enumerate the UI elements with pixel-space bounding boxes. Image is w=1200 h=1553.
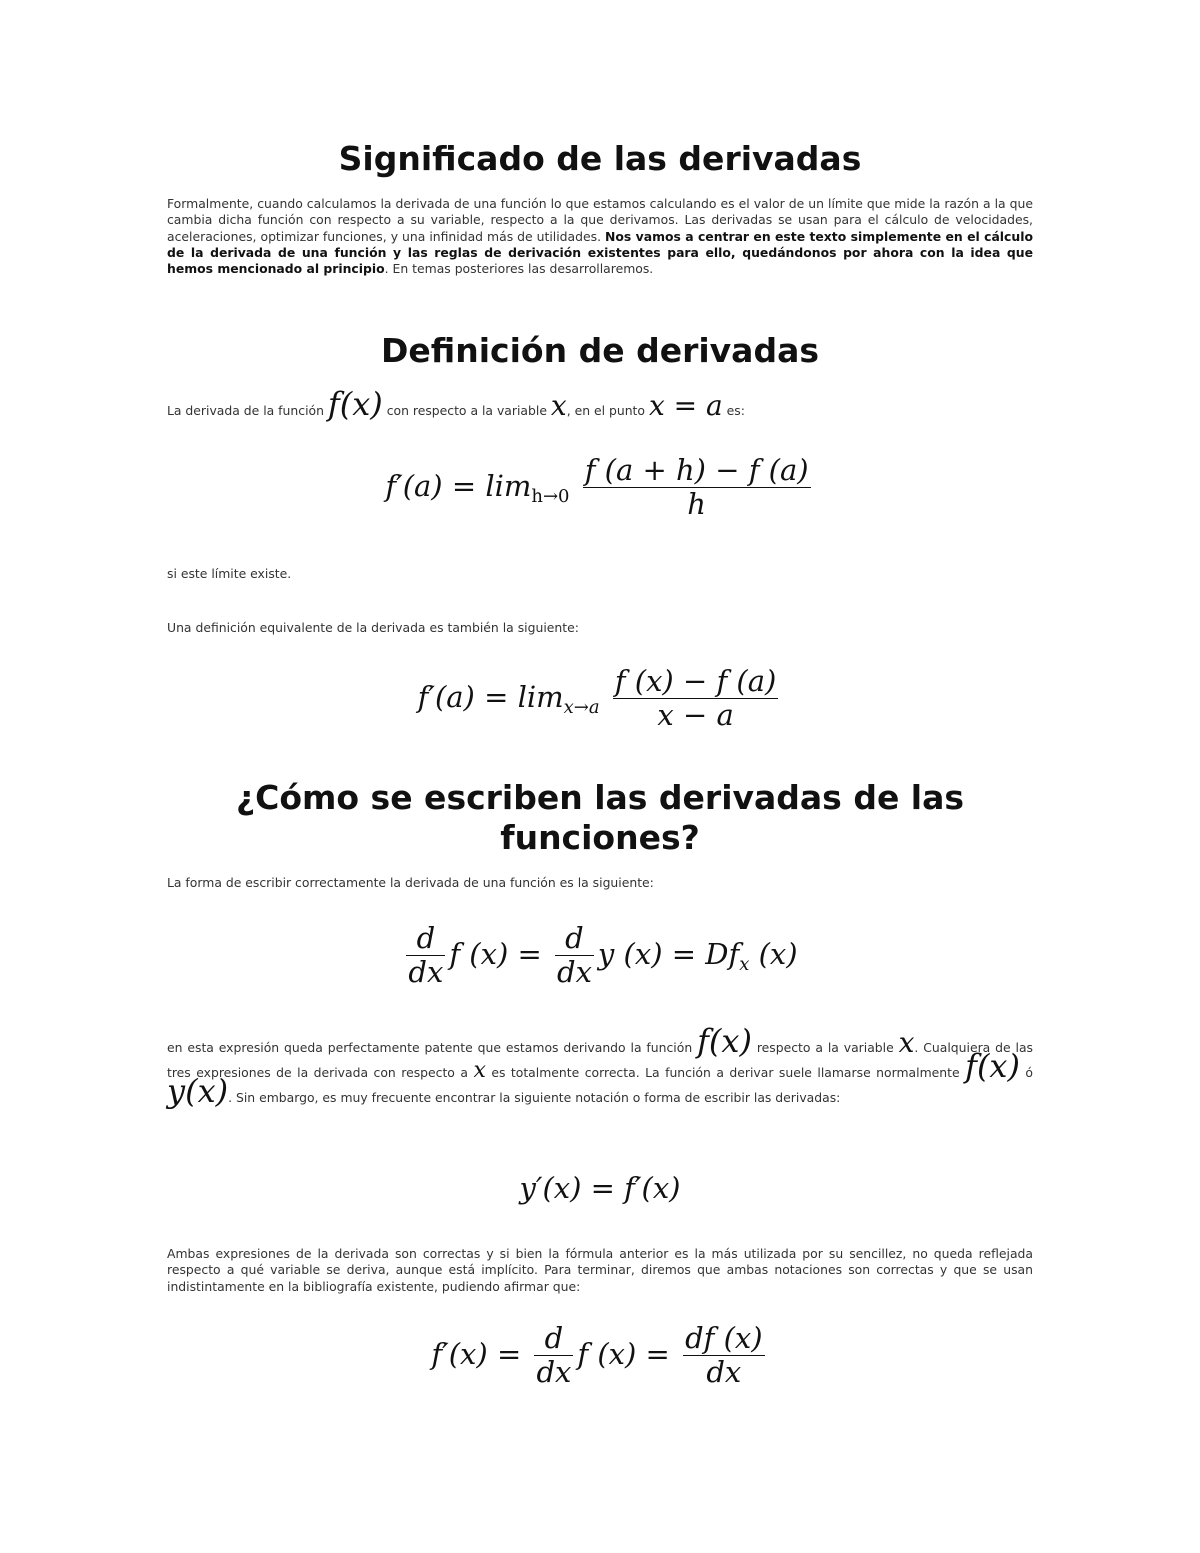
equation-derivative-equivalent: $f'(a) = \lim_{x\to a}$ $\frac{f (x) - f (a)}{x - a}$ (417, 664, 777, 733)
equation-notations: $\frac{d}{dx}$ f (x) = $\frac{d}{dx}$ y $(x) = Df_x$ (x) (408, 921, 798, 990)
inline-math-fx: f(x) (965, 1047, 1020, 1085)
equation-derivative-definition: $f'(a) = \lim_{h\to 0}$ $\frac{f (a + h) - f (a)}{h}$ (385, 453, 809, 522)
paragraph-significado: Formalmente, cuando calculamos la derivada de una función lo que estamos calculando es el valor de un límite que mide la razón a la que cambia dicha función con respecto a su variable, respecto a la que derivamos. Las derivadas se usan para el cálculo de velocidades, aceleraciones, optimizar funciones, y una infinidad más de utilidades. Nos vamos a centrar en este texto simplemente en el cálculo de la derivada de una función y las reglas de derivación existentes para ello, quedándonos por ahora con la idea que hemos mencionado al principio. En temas posteriores las desarrollaremos. (167, 196, 1033, 277)
inline-math-x: x (550, 389, 567, 422)
paragraph-forma-escribir: La forma de escribir correctamente la derivada de una función es la siguiente: (167, 875, 654, 890)
section-title-como-se-escriben: ¿Cómo se escriben las derivadas de las funciones? (235, 778, 965, 857)
inline-math-fx: f(x) (327, 385, 383, 423)
equation-prime-notation: y′(x) = f′(x) (519, 1171, 681, 1205)
inline-math-x: x (473, 1058, 486, 1083)
inline-math-x-eq-a: x = a (648, 389, 723, 422)
paragraph-ambas-expresiones: Ambas expresiones de la derivada son correctas y si bien la fórmula anterior es la más utilizada por su sencillez, no queda reflejada respecto a qué variable se deriva, aunque está implícito. Para terminar, diremos que ambas notaciones son correctas y que se usan indistintamente en la bibliografía existente, pudiendo afirmar que: (167, 1246, 1033, 1294)
section-title-significado: Significado de las derivadas (338, 139, 862, 178)
equation-final-equivalence: f′(x) = $\frac{d}{dx}$ f (x) = $\frac{df (x)}{dx}$ (431, 1321, 763, 1390)
inline-math-fx: f(x) (697, 1022, 752, 1060)
inline-math-x: x (898, 1026, 915, 1059)
paragraph-definicion-intro: La derivada de la función f(x) con respecto a la variable x, en el punto x = a es: (167, 385, 745, 423)
paragraph-expresion-patente: en esta expresión queda perfectamente patente que estamos derivando la función f(x) respecto a la variable x. Cualquiera de las tres expresiones de la derivada con respecto a x es totalmente correcta. La función a derivar suele llamarse normalmente f(x) ó y(x). Sin embargo, es muy frecuente encontrar la siguiente notación o forma de escribir las derivadas: (167, 1022, 1034, 1110)
inline-math-yx: y(x) (167, 1072, 229, 1110)
section-title-definicion: Definición de derivadas (381, 331, 819, 370)
paragraph-definicion-equivalente: Una definición equivalente de la derivada es también la siguiente: (167, 620, 579, 635)
paragraph-limite-existe: si este límite existe. (167, 566, 292, 581)
